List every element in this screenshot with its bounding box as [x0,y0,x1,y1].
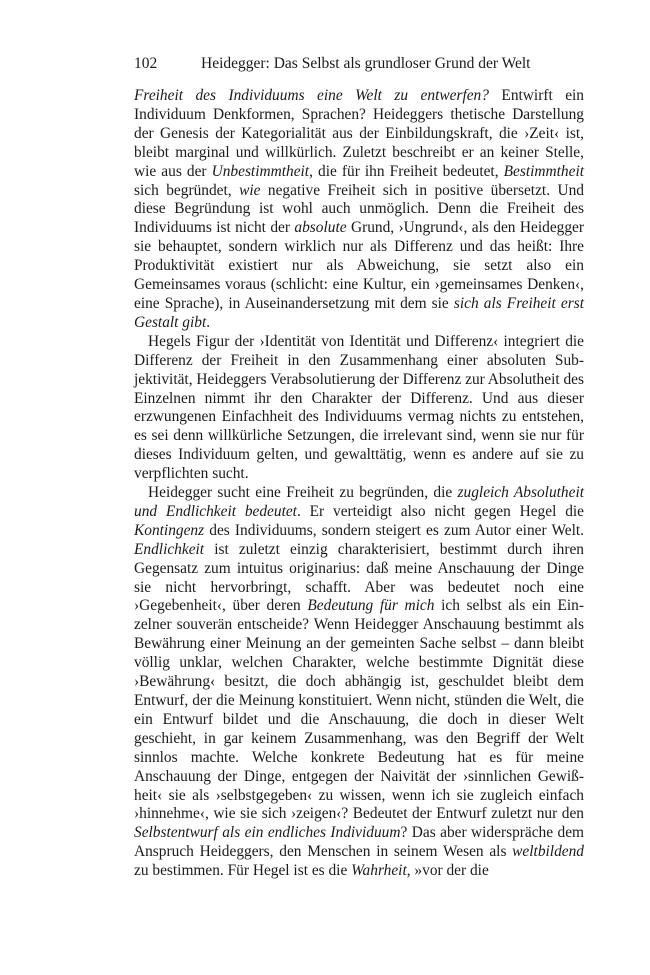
italic-text-run: Wahrheit [351,862,407,880]
text-run: Grund, ›Ungrund‹, als den Heidegger sie behauptet, sondern wirklich nur als Differenz und das heißt: Ihre Produktivität existiert nur als Abweichung, sie setzt also ein Gemeinsames voraus (schlicht: eine Kultur, ein ›gemeinsames Denken‹, eine Sprache), in Auseinandersetzung mit dem sie [134,219,584,312]
paragraph-2 [134,333,584,484]
text-run: Hegels Figur der ›Identität von Identität und Differenz‹ integriert die Differenz der Freiheit in den Zusammenhang einer absoluten Subjektivität, Heideggers Verabsolutierung der Differenz zur Absolutheit des Einzelnen nimmt ihr den Charakter der Differenz. Und aus dieser erzwungenen Einfachheit des Individuums vermag nichts zu entstehen, es sei denn willkürliche Setzungen, die irrelevant sind, wenn sie nur für dieses Individuum gelten, und gewalttätig, wenn es andere auf sie zu verpflichten sucht. [134,332,584,483]
text-run: . Er verteidigt also nicht gegen Hegel die [296,502,584,520]
body-text [134,87,584,881]
italic-text-run: Unbestimmtheit [211,162,310,180]
text-run: Entwirft ein Individuum Denkformen, Sprachen? Heideggers thetische Darstellung der Genesis der Kategorialität aus der Einbildungskraft, die ›Zeit‹ ist, bleibt marginal und willkürlich. Zuletzt beschreibt er an keiner Stelle, wie aus der [134,87,584,180]
text-run: . [206,313,211,331]
text-run: Heidegger sucht eine Freiheit zu begründen, die [148,484,458,502]
text-run: negative Freiheit sich in positive übersetzt. Und diese Begründung ist wohl auch unmöglich. Denn die Freiheit des Individuums ist nicht der [134,181,584,237]
italic-text-run: Bedeutung für mich [307,597,435,615]
text-run: , »vor der die [406,862,489,880]
text-run: sich begründet, [134,181,240,199]
italic-text-run: weltbildend [512,843,584,861]
page-number: 102 [134,55,158,72]
paragraph-1 [134,87,584,333]
running-header [134,54,584,74]
italic-text-run: Selbstentwurf als ein endliches Individuum [134,824,401,842]
italic-text-run: sich als Freiheit erst Gestalt gibt [134,294,584,331]
italic-text-run: Bestimmtheit [503,162,584,180]
italic-text-run: Kontingenz [134,521,205,539]
italic-text-run: absolute [294,219,347,237]
text-run: ist zuletzt einzig charakterisiert, bestimmt durch ihren Gegensatz zum intuitus originarius: daß meine Anschauung der Dinge sie nicht hervorbringt, schafft. Aber was bedeutet noch eine ›Gegebenheit‹, über deren [134,540,584,615]
italic-text-run: wie [239,181,261,199]
text-run: , die für ihn Freiheit bedeutet, [309,162,504,180]
text-run: zu bestimmen. Für Hegel ist es die [134,862,352,880]
italic-text-run: zugleich Absolutheit und Endlichkeit bedeutet [134,484,584,520]
text-run: des Individuums, sondern steigert es zum Autor einer Welt. [204,521,584,539]
text-run: ich selbst als ein Einzelner souverän entscheide? Wenn Heidegger Anschauung bestimmt als Bewährung einer Meinung an der gemeinten Sache selbst – dann bleibt völlig unklar, welchen Charakter, welche bestimmte Dignität diese ›Bewährung‹ besitzt, die doch abhängig ist, geschuldet bleibt dem Entwurf, der die Meinung konstituiert. Wenn nicht, stünden die Welt, die ein Entwurf bildet und die Anschauung, die doch in dieser Welt geschieht, in gar keinem Zusammenhang, was den Begriff der Welt sinnlos machte. Welche konkrete Bedeutung hat es für meine Anschauung der Dinge, entgegen der Naivität der ›sinnlichen Gewißheit‹ sie als ›selbstgegeben‹ zu wissen, wenn ich sie zugleich einfach ›hinnehme‹, wie sie sich ›zeigen‹? Bedeutet der Entwurf zuletzt nur den [134,597,585,823]
italic-text-run: Freiheit des Individuums eine Welt zu entwerfen? [134,87,489,104]
italic-text-run: Endlichkeit [134,540,205,558]
text-run: ? Das aber widerspräche dem Anspruch Heideggers, den Menschen in seinem Wesen als [134,824,584,861]
running-title: Heidegger: Das Selbst als grundloser Grund der Welt [201,55,531,72]
paragraph-3 [134,484,584,881]
